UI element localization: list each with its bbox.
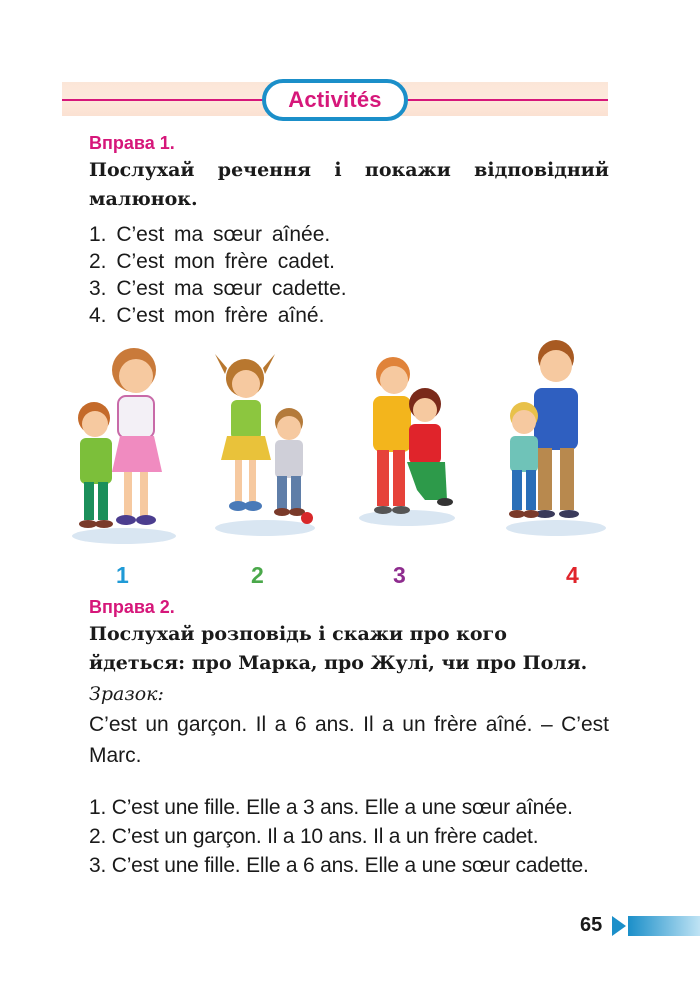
- list-item: 3. C’est une fille. Elle a 6 ans. Elle a une sœur cadette.: [89, 854, 589, 877]
- list-item: 2. C’est un garçon. Il a 10 ans. Il a un frère cadet.: [89, 825, 539, 848]
- picture-1-illustration: [62, 340, 182, 550]
- section-title: Activités: [288, 87, 382, 112]
- page-number: 65: [580, 914, 603, 936]
- picture-3-illustration: [355, 340, 460, 550]
- list-item: 2. C’est mon frère cadet.: [89, 250, 335, 273]
- picture-4-illustration: [498, 340, 608, 550]
- exercise-1-instruction: Послухай речення і покажи відповідний малюнок.: [89, 159, 609, 210]
- exercise-2-title: Вправа 2.: [89, 597, 175, 617]
- picture-2-illustration: [205, 340, 325, 550]
- exercise-1-sentence-list: [89, 221, 347, 329]
- list-item: 3. C’est ma sœur cadette.: [89, 277, 347, 300]
- page-arrow-icon: [612, 916, 626, 936]
- section-title-badge: [262, 79, 408, 121]
- picture-number-4: 4: [566, 562, 579, 588]
- exercise-2-sentence-list: [89, 793, 609, 880]
- list-item: 1. C’est une fille. Elle a 3 ans. Elle a une sœur aînée.: [89, 796, 573, 819]
- model-label: Зразок:: [89, 683, 164, 705]
- list-item: 4. C’est mon frère aîné.: [89, 304, 325, 327]
- picture-number-3: 3: [393, 562, 406, 588]
- picture-number-2: 2: [251, 562, 264, 588]
- model-text: C’est un garçon. Il a 6 ans. Il a un frère aîné. – C’est Marc.: [89, 713, 609, 767]
- page-number-bar: [628, 916, 700, 936]
- list-item: 1. C’est ma sœur aînée.: [89, 223, 331, 246]
- exercise-2-instruction: Послухай розповідь і скажи про кого йдеться: про Марка, про Жулі, чи про Поля.: [89, 623, 588, 674]
- picture-number-1: 1: [116, 562, 129, 588]
- exercise-1-title: Вправа 1.: [89, 133, 175, 153]
